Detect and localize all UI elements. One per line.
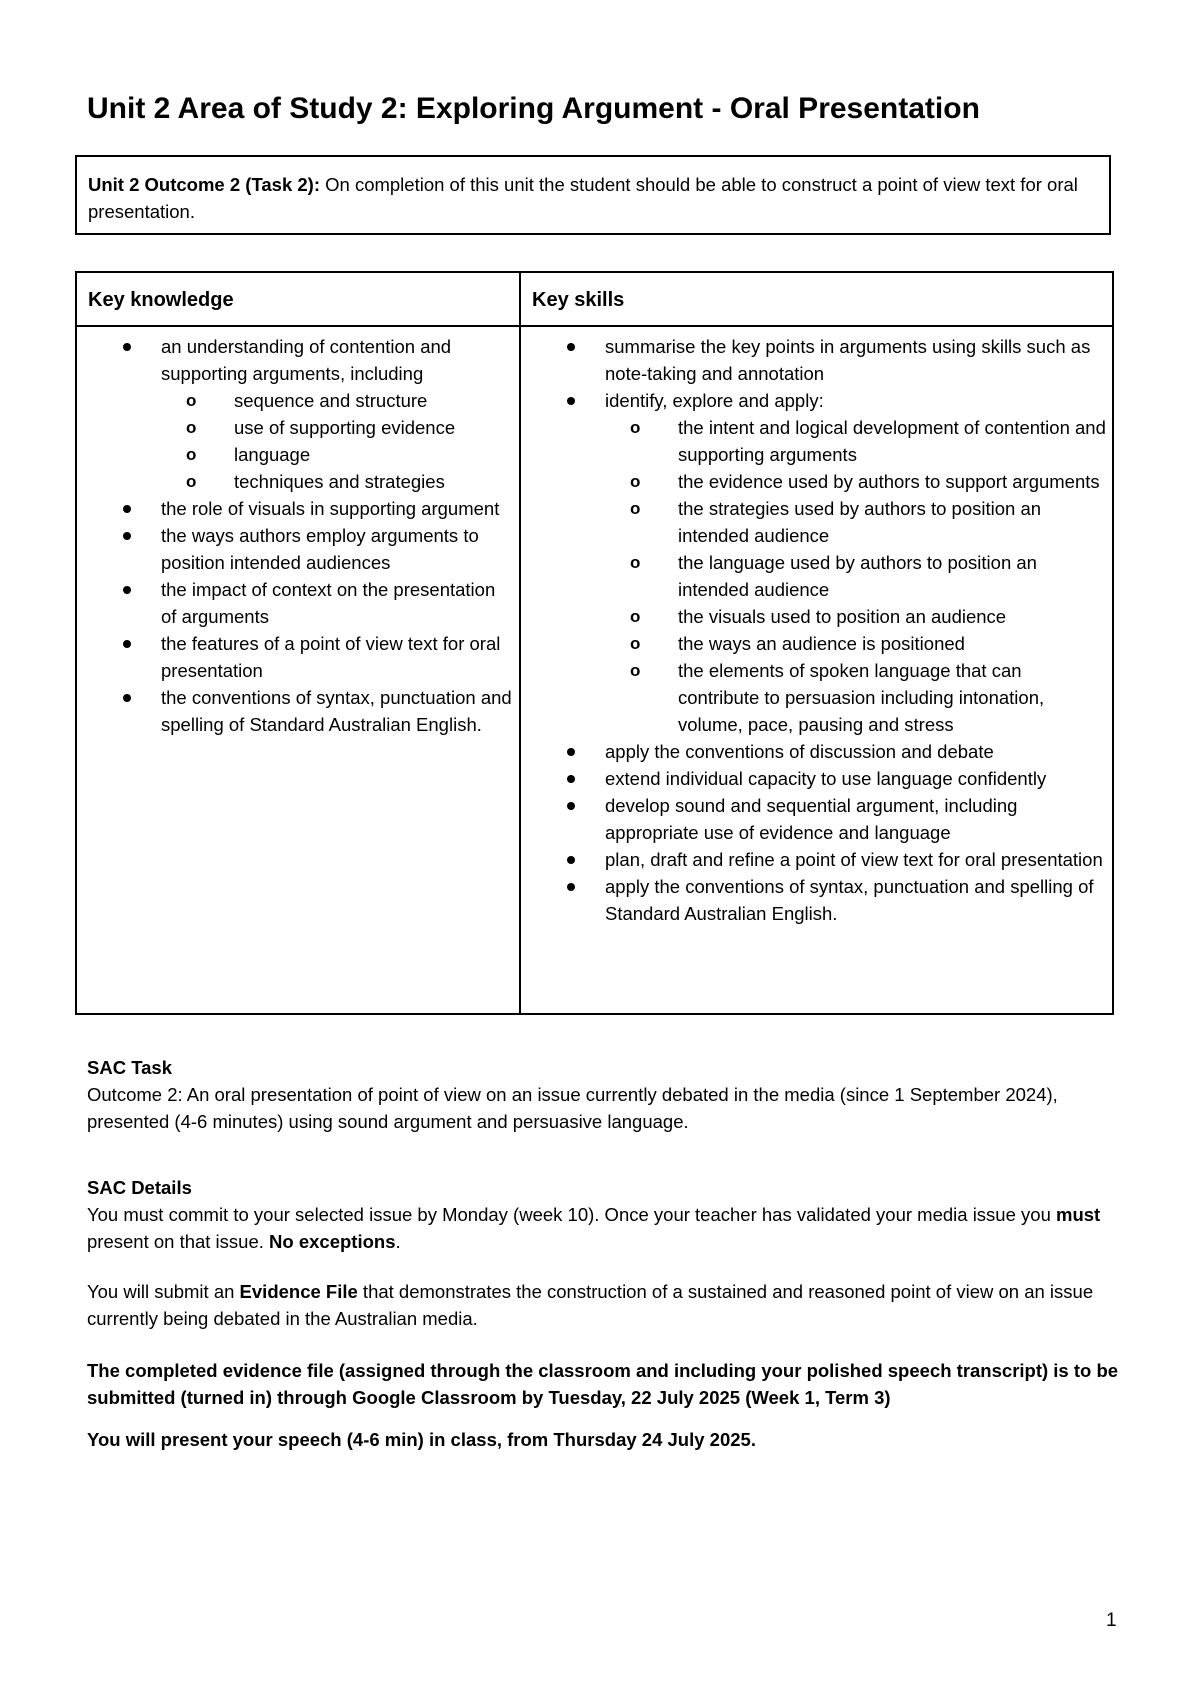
list-item [521,765,1106,792]
sub-list-item-text: use of supporting evidence [234,417,456,438]
sub-list [161,387,513,495]
bullet-icon [123,343,131,351]
list-item-text: the ways authors employ arguments to position intended audiences [161,525,479,573]
circle-bullet-icon: o [630,472,641,491]
key-skills-list [521,333,1106,927]
sac-task-heading: SAC Task [87,1057,172,1078]
circle-bullet-icon: o [630,607,641,626]
circle-bullet-icon: o [186,445,197,464]
list-item [77,522,513,576]
circle-bullet-icon: o [630,499,641,518]
list-item [77,576,513,630]
list-item [77,684,513,738]
p1-no-exceptions: No exceptions [269,1231,396,1252]
key-knowledge-skills-table [75,271,1114,1015]
header-key-knowledge: Key knowledge [76,272,520,326]
circle-bullet-icon: o [630,661,641,680]
bullet-icon [123,640,131,648]
p1-text-b: present on that issue. [87,1231,270,1252]
sub-list-item-text: the visuals used to position an audience [678,606,1007,627]
key-knowledge-list [77,333,513,738]
sub-list-item-text: language [234,444,311,465]
circle-bullet-icon: o [186,472,197,491]
sub-list-item-text: sequence and structure [234,390,428,411]
p1-text-a: You must commit to your selected issue by Monday (week 10). Once your teacher has validated your media issue you [87,1204,1056,1225]
bullet-icon [567,856,575,864]
outcome-box [75,155,1111,235]
p2-text-a: You will submit an [87,1281,240,1302]
key-skills-cell [520,326,1113,1014]
outcome-text: On completion of this unit the student should be able to construct a point of view text for oral presentation. [88,174,1078,222]
sub-list-item [161,468,513,495]
list-item [521,738,1106,765]
p2-evidence-file: Evidence File [239,1281,358,1302]
sub-list-item [605,549,1106,603]
sac-task-section [87,1054,1127,1135]
sac-details-paragraph-4: You will present your speech (4-6 min) in class, from Thursday 24 July 2025. [87,1429,756,1450]
sac-details-paragraph-3: The completed evidence file (assigned through the classroom and including your polished speech transcript) is to be submitted (turned in) through Google Classroom by Tuesday, 22 July 2025 (Week 1, Term 3) [87,1360,1119,1408]
list-item-text: the role of visuals in supporting argument [161,498,500,519]
circle-bullet-icon: o [630,553,641,572]
bullet-icon [567,883,575,891]
bullet-icon [567,802,575,810]
p2-text-b: that demonstrates the construction of a sustained and reasoned point of view on an issue currently being debated in the Australian media. [87,1281,1094,1329]
sub-list-item [605,468,1106,495]
list-item-text: develop sound and sequential argument, including appropriate use of evidence and language [605,795,1018,843]
list-item-text: apply the conventions of discussion and debate [605,741,994,762]
list-item-text: the impact of context on the presentation of arguments [161,579,496,627]
bullet-icon [123,505,131,513]
list-item [77,630,513,684]
bullet-icon [567,775,575,783]
table-header-row [76,272,1113,326]
list-item-text: the features of a point of view text for oral presentation [161,633,501,681]
list-item-text: the conventions of syntax, punctuation and spelling of Standard Australian English. [161,687,512,735]
sac-details-heading: SAC Details [87,1177,192,1198]
circle-bullet-icon: o [630,418,641,437]
list-item-text: summarise the key points in arguments using skills such as note-taking and annotation [605,336,1091,384]
sub-list-item-text: the ways an audience is positioned [678,633,965,654]
list-item-text: an understanding of contention and supporting arguments, including [161,336,452,384]
list-item-text: apply the conventions of syntax, punctuation and spelling of Standard Australian English. [605,876,1094,924]
sub-list-item [161,414,513,441]
sub-list-item [605,414,1106,468]
bullet-icon [123,532,131,540]
page-number: 1 [1106,1610,1117,1631]
outcome-lead: Unit 2 Outcome 2 (Task 2): [88,174,320,195]
list-item-text: plan, draft and refine a point of view text for oral presentation [605,849,1103,870]
circle-bullet-icon: o [186,391,197,410]
sac-details-paragraph-2 [87,1278,1127,1332]
sub-list-item [605,603,1106,630]
circle-bullet-icon: o [630,634,641,653]
sub-list-item [605,630,1106,657]
sub-list-item [605,657,1106,738]
bullet-icon [567,748,575,756]
sub-list-item-text: the strategies used by authors to position an intended audience [678,498,1042,546]
sub-list-item [605,495,1106,549]
list-item [521,873,1106,927]
list-item-text: extend individual capacity to use language confidently [605,768,1047,789]
sub-list [605,414,1106,738]
p1-must: must [1056,1204,1101,1225]
list-item [521,846,1106,873]
list-item-text: identify, explore and apply: [605,390,824,411]
sub-list-item-text: the elements of spoken language that can contribute to persuasion including intonation, volume, pace, pausing and stress [678,660,1045,735]
sac-details-paragraph-1 [87,1201,1127,1255]
sub-list-item-text: the evidence used by authors to support arguments [678,471,1100,492]
bullet-icon [123,586,131,594]
bullet-icon [123,694,131,702]
header-key-skills: Key skills [520,272,1113,326]
list-item [77,333,513,495]
p1-text-c: . [395,1231,401,1252]
sub-list-item-text: the language used by authors to position an intended audience [678,552,1037,600]
sub-list-item-text: techniques and strategies [234,471,445,492]
list-item [521,792,1106,846]
sub-list-item [161,387,513,414]
sub-list-item-text: the intent and logical development of contention and supporting arguments [678,417,1106,465]
table-row [76,326,1113,1014]
page-title: Unit 2 Area of Study 2: Exploring Argument - Oral Presentation [87,92,980,125]
bullet-icon [567,343,575,351]
sac-details-section [87,1174,1127,1255]
sub-list-item [161,441,513,468]
list-item [521,387,1106,738]
list-item [521,333,1106,387]
sac-task-text: Outcome 2: An oral presentation of point of view on an issue currently debated in the media (since 1 September 2024), presented (4-6 minutes) using sound argument and persuasive language. [87,1084,1058,1132]
bullet-icon [567,397,575,405]
circle-bullet-icon: o [186,418,197,437]
key-knowledge-cell [76,326,520,1014]
list-item [77,495,513,522]
